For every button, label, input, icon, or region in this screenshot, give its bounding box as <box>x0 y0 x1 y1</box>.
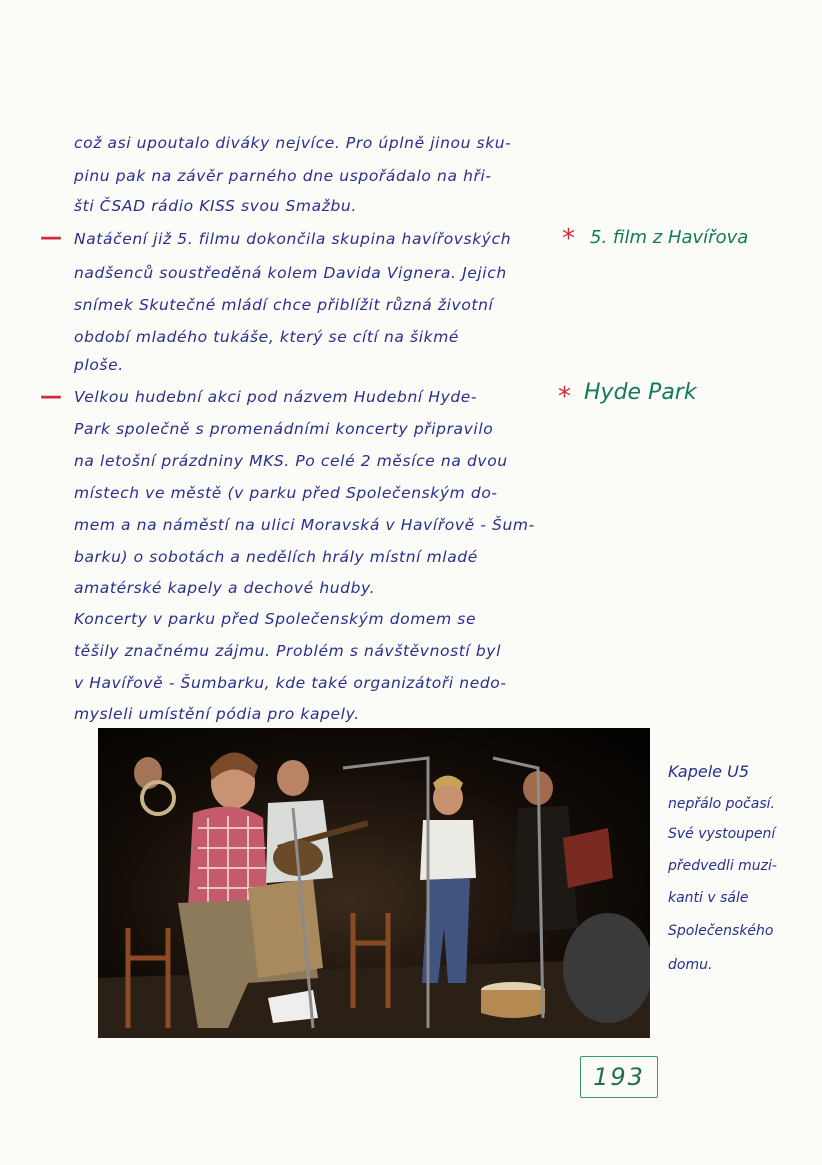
text-line-5: nadšenců soustředěná kolem Davida Vignera. Jejich <box>74 264 507 282</box>
text-line-8: ploše. <box>74 356 124 374</box>
text-line-13: mem a na náměstí na ulici Moravská v Havířově - Šum- <box>74 516 535 534</box>
margin-star-film: * <box>562 224 575 254</box>
caption-line-7: domu. <box>668 957 713 973</box>
margin-note-film: 5. film z Havířova <box>590 227 749 248</box>
caption-line-2: nepřálo počasí. <box>668 796 775 812</box>
margin-star-hydepark: * <box>558 382 571 412</box>
concert-photo-art <box>98 728 650 1038</box>
text-line-15: amatérské kapely a dechové hudby. <box>74 579 376 597</box>
text-line-7: období mladého tukáše, který se cítí na šikmé <box>74 328 460 346</box>
text-line-6: snímek Skutečné mládí chce přiblížit různá životní <box>74 296 494 314</box>
caption-line-6: Společenského <box>668 923 774 939</box>
text-line-3: šti ČSAD rádio KISS svou Smažbu. <box>74 197 357 215</box>
concert-photo <box>98 728 650 1038</box>
text-line-4: Natáčení již 5. filmu dokončila skupina havířovských <box>74 230 512 248</box>
text-line-19: mysleli umístění pódia pro kapely. <box>74 705 360 723</box>
margin-dash-film: — <box>40 225 62 250</box>
text-line-10: Park společně s promenádními koncerty připravilo <box>74 420 494 438</box>
text-line-16: Koncerty v parku před Společenským domem se <box>74 610 477 628</box>
text-line-12: místech ve městě (v parku před Společenským do- <box>74 484 498 502</box>
margin-dash-hydepark: — <box>40 384 62 409</box>
caption-line-1: Kapele U5 <box>668 762 749 781</box>
text-line-2: pinu pak na závěr parného dne uspořádalo na hři- <box>74 167 492 185</box>
text-line-17: těšily značnému zájmu. Problém s návštěvností byl <box>74 642 501 660</box>
page-number: 193 <box>580 1056 658 1098</box>
text-line-18: v Havířově - Šumbarku, kde také organizátoři nedo- <box>74 674 507 692</box>
caption-line-3: Své vystoupení <box>668 826 776 842</box>
margin-note-hydepark: Hyde Park <box>584 380 697 405</box>
text-line-9: Velkou hudební akci pod názvem Hudební Hyde- <box>74 388 478 406</box>
text-line-1: což asi upoutalo diváky nejvíce. Pro úplně jinou sku- <box>74 134 512 152</box>
text-line-11: na letošní prázdniny MKS. Po celé 2 měsíce na dvou <box>74 452 508 470</box>
caption-line-5: kanti v sále <box>668 890 749 906</box>
caption-line-4: předvedli muzi- <box>668 858 777 874</box>
text-line-14: barku) o sobotách a nedělích hrály místní mladé <box>74 548 478 566</box>
